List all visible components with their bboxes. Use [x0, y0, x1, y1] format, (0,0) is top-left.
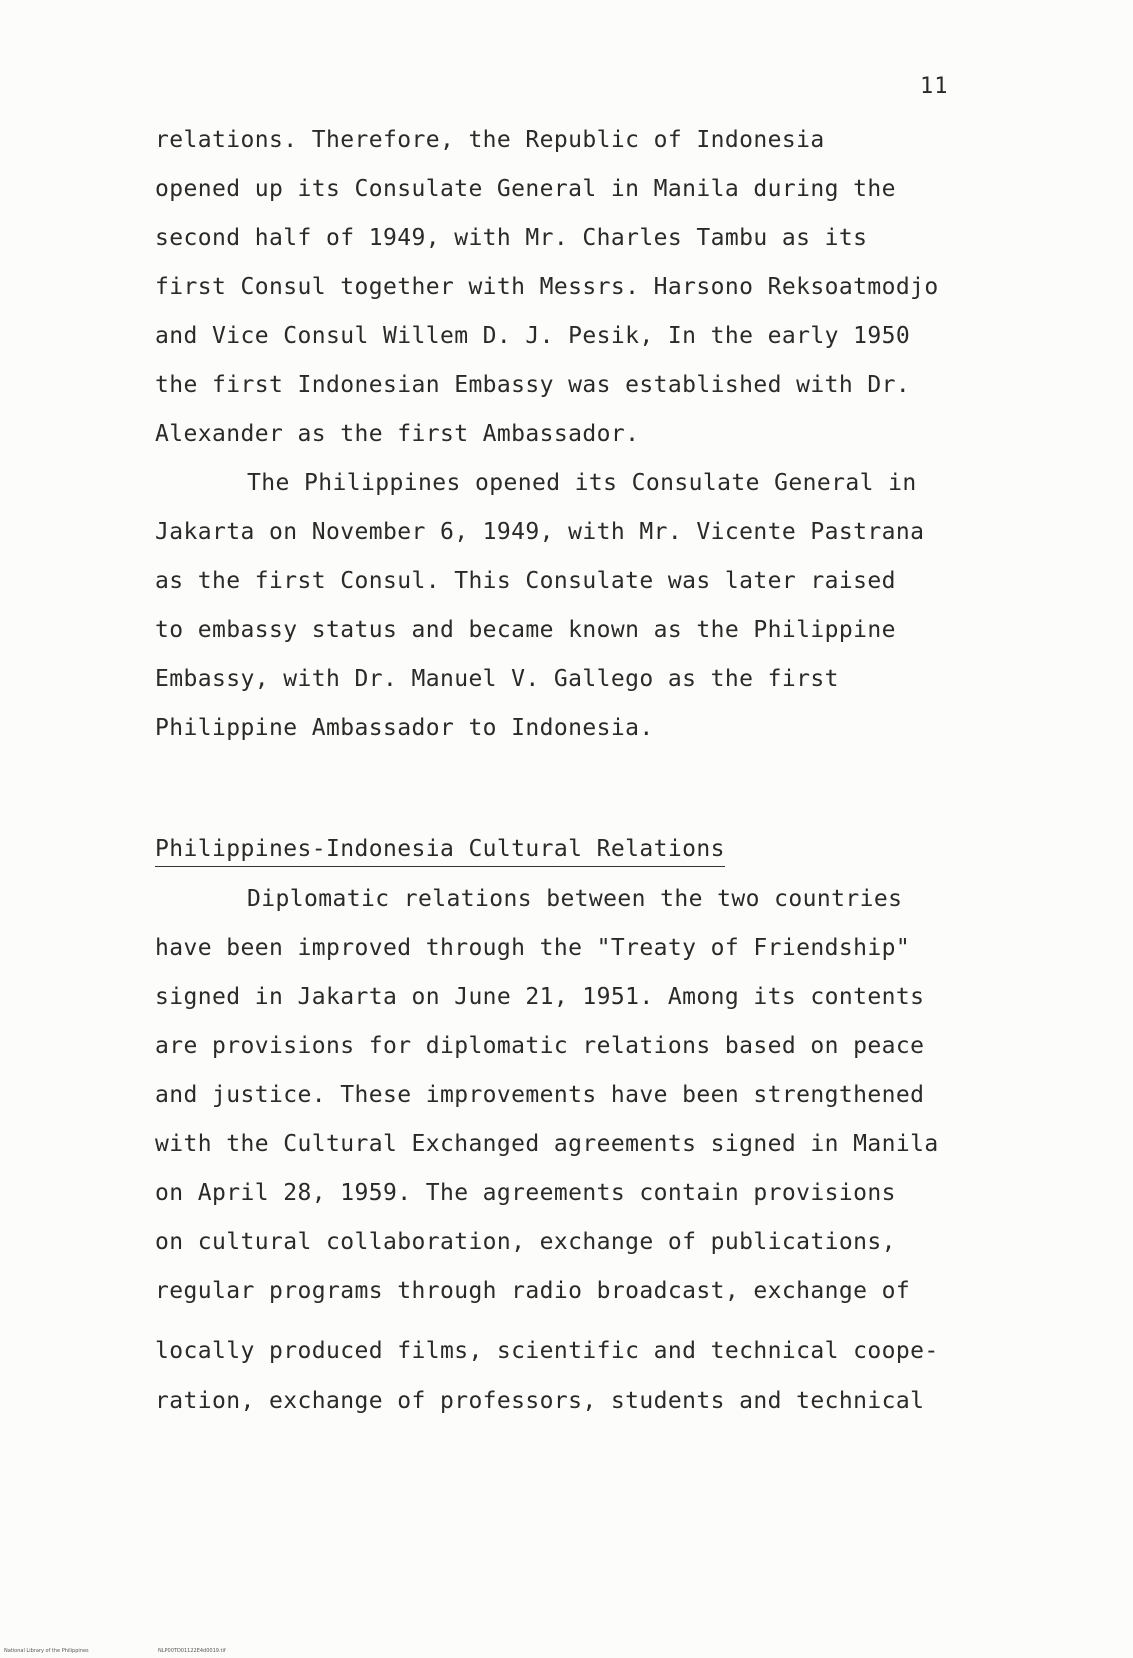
paragraph-2-line: The Philippines opened its Consulate General in — [247, 470, 917, 496]
paragraph-3-line: locally produced films, scientific and technical coope- — [155, 1338, 939, 1364]
footer-library: National Library of the Philippines — [4, 1648, 89, 1654]
footer-file-code: NLP00TD01122E4d0019.tif — [158, 1648, 226, 1654]
paragraph-3-line: on April 28, 1959. The agreements contain provisions — [155, 1180, 896, 1206]
paragraph-3-line: and justice. These improvements have been strengthened — [155, 1082, 925, 1108]
paragraph-1-line: relations. Therefore, the Republic of Indonesia — [155, 127, 825, 153]
paragraph-3-line: regular programs through radio broadcast, exchange of — [155, 1278, 911, 1304]
paragraph-3-line: are provisions for diplomatic relations based on peace — [155, 1033, 925, 1059]
paragraph-3-line: with the Cultural Exchanged agreements signed in Manila — [155, 1131, 939, 1157]
paragraph-1-line: second half of 1949, with Mr. Charles Tambu as its — [155, 225, 868, 251]
page-number: 11 — [920, 74, 949, 99]
paragraph-1-line: opened up its Consulate General in Manila during the — [155, 176, 896, 202]
paragraph-1-line: first Consul together with Messrs. Harsono Reksoatmodjo — [155, 274, 939, 300]
paragraph-2-line: Philippine Ambassador to Indonesia. — [155, 715, 654, 741]
paragraph-3-line: on cultural collaboration, exchange of publications, — [155, 1229, 896, 1255]
paragraph-1-line: the first Indonesian Embassy was established with Dr. — [155, 372, 911, 398]
paragraph-2-line: Embassy, with Dr. Manuel V. Gallego as the first — [155, 666, 839, 692]
paragraph-3-line: ration, exchange of professors, students and technical — [155, 1388, 925, 1414]
paragraph-2-line: Jakarta on November 6, 1949, with Mr. Vicente Pastrana — [155, 519, 925, 545]
paragraph-2-line: to embassy status and became known as the Philippine — [155, 617, 896, 643]
section-heading: Philippines-Indonesia Cultural Relations — [155, 834, 725, 867]
paragraph-1-line: Alexander as the first Ambassador. — [155, 421, 640, 447]
paragraph-2-line: as the first Consul. This Consulate was later raised — [155, 568, 896, 594]
paragraph-3-line: signed in Jakarta on June 21, 1951. Among its contents — [155, 984, 925, 1010]
paragraph-1-line: and Vice Consul Willem D. J. Pesik, In the early 1950 — [155, 323, 911, 349]
paragraph-3-line: Diplomatic relations between the two countries — [247, 886, 903, 912]
paragraph-3-line: have been improved through the "Treaty of Friendship" — [155, 935, 911, 961]
